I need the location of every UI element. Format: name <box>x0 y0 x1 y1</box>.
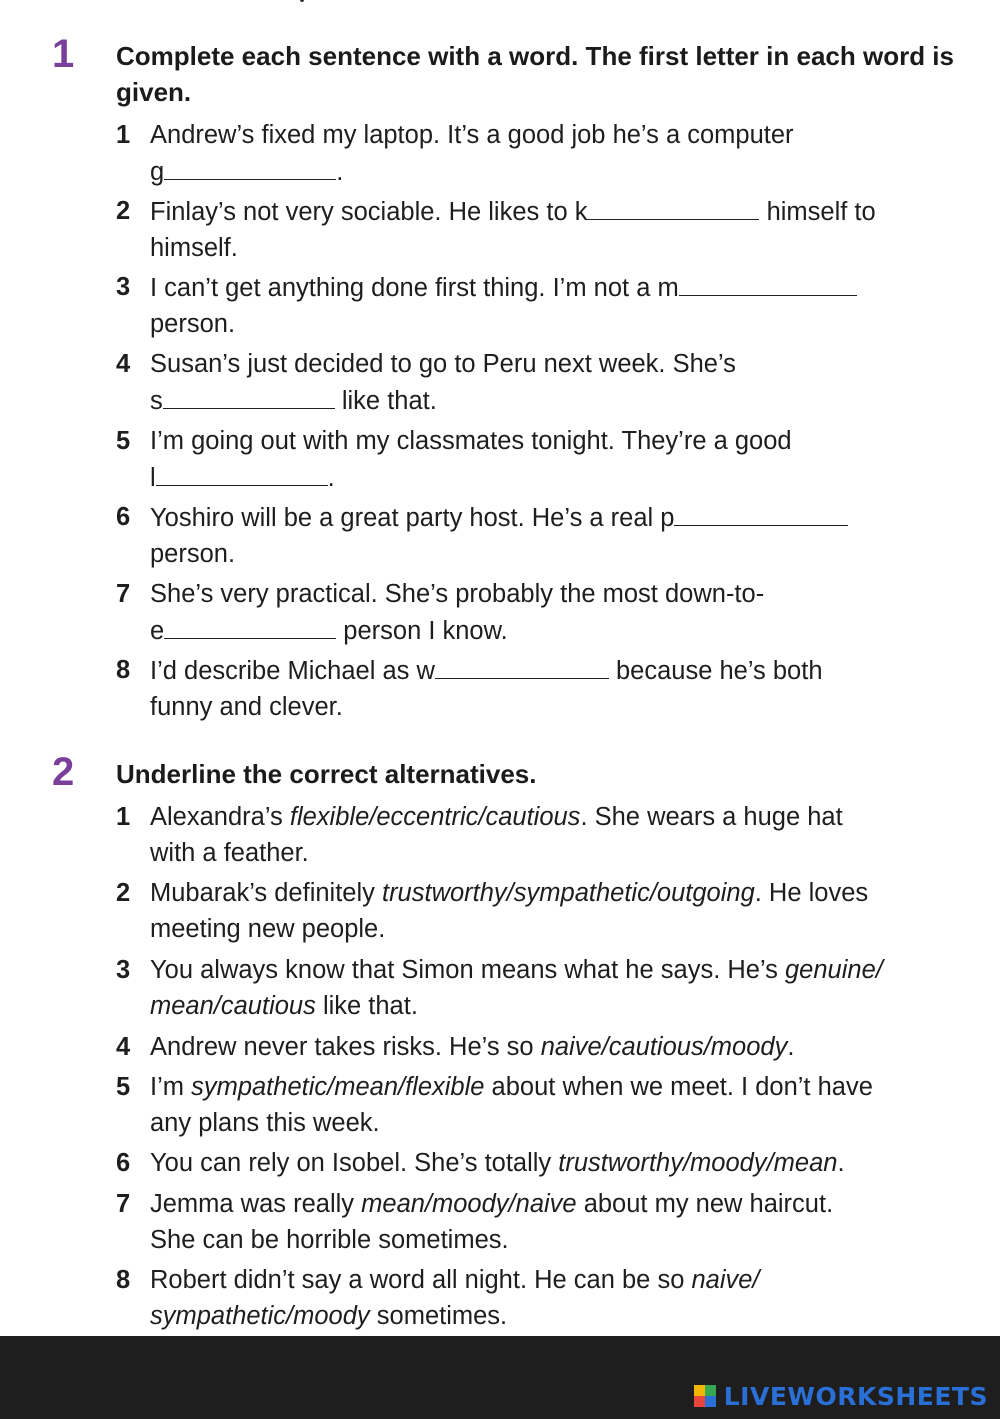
item-number: 2 <box>116 197 131 225</box>
item-number: 1 <box>116 121 131 149</box>
item-line: I’d describe Michael as w <box>150 657 435 685</box>
item-text <box>150 193 950 266</box>
item-number: 8 <box>116 656 131 684</box>
item-number: 3 <box>116 273 131 301</box>
item-line: Andrew’s fixed my laptop. It’s a good job he’s a computer <box>150 121 794 149</box>
item-text-start: Mubarak’s definitely <box>150 879 382 907</box>
item-number: 7 <box>116 580 131 608</box>
item-text-end: . <box>787 1033 795 1061</box>
item-text-end: about my new haircut. <box>576 1190 834 1218</box>
item-number: 5 <box>116 1073 131 1101</box>
item-text <box>150 799 950 871</box>
first-letter: s <box>150 387 163 415</box>
answer-blank[interactable] <box>435 652 609 679</box>
item-line-2: She can be horrible sometimes. <box>150 1226 509 1254</box>
item-number: 6 <box>116 1149 131 1177</box>
footer-bar <box>0 1336 1000 1419</box>
alternatives[interactable]: naive/ <box>691 1266 760 1294</box>
item-text-end: . <box>837 1149 845 1177</box>
item-trailing: because he’s both <box>615 657 823 685</box>
answer-blank[interactable] <box>156 459 328 486</box>
answer-blank[interactable] <box>164 153 336 180</box>
item-text <box>150 576 950 649</box>
item-number: 3 <box>116 956 131 984</box>
item-line: Yoshiro will be a great party host. He’s a real p <box>150 504 675 532</box>
exercise-instructions: Complete each sentence with a word. The first letter in each word is given. <box>116 41 954 107</box>
item-text <box>150 875 950 947</box>
item-line: Susan’s just decided to go to Peru next week. She’s <box>150 350 736 378</box>
item-text <box>150 1262 950 1334</box>
item-number: 5 <box>116 427 131 455</box>
item-line-2: meeting new people. <box>150 915 386 943</box>
exercise-number: 1 <box>52 32 75 76</box>
item-text <box>150 952 950 1024</box>
item-number: 4 <box>116 350 131 378</box>
item-line-2: himself. <box>150 234 238 262</box>
item-trailing: . <box>336 158 344 186</box>
item-text-end: . He loves <box>754 879 869 907</box>
item-line-2: funny and clever. <box>150 693 343 721</box>
item-text <box>150 117 950 190</box>
item-number: 1 <box>116 803 131 831</box>
item-number: 8 <box>116 1266 131 1294</box>
item-text-start: You can rely on Isobel. She’s totally <box>150 1149 559 1177</box>
item-text-start: Alexandra’s <box>150 803 290 831</box>
alternatives[interactable]: sympathetic/mean/flexible <box>191 1073 485 1101</box>
answer-blank[interactable] <box>679 269 857 296</box>
item-line-2: any plans this week. <box>150 1109 380 1137</box>
item-line: She’s very practical. She’s probably the most down-to- <box>150 580 765 608</box>
first-letter: l <box>150 464 156 492</box>
item-text-end: . She wears a huge hat <box>580 803 843 831</box>
logo-grid-icon <box>694 1385 716 1407</box>
alternatives-cont[interactable]: sympathetic/moody <box>150 1302 370 1330</box>
item-line-2: person. <box>150 540 236 568</box>
alternatives[interactable]: naive/cautious/moody <box>540 1033 788 1061</box>
item-line: I’m going out with my classmates tonight. They’re a good <box>150 427 792 455</box>
item-number: 4 <box>116 1033 131 1061</box>
brand-name: LIVEWORKSHEETS <box>723 1381 988 1411</box>
item-text <box>150 423 950 496</box>
item-text <box>150 652 950 725</box>
answer-blank[interactable] <box>674 499 848 526</box>
alternatives[interactable]: genuine/ <box>785 956 883 984</box>
item-text <box>150 1069 950 1141</box>
item-text-start: Jemma was really <box>150 1190 362 1218</box>
item-line: I can’t get anything done first thing. I’m not a m <box>150 274 679 302</box>
item-text-end: about when we meet. I don’t have <box>484 1073 873 1101</box>
alternatives-cont[interactable]: mean/cautious <box>150 992 316 1020</box>
item-text <box>150 346 950 419</box>
first-letter: e <box>150 617 165 645</box>
item-trailing: himself to <box>766 198 876 226</box>
liveworksheets-logo[interactable] <box>694 1381 988 1411</box>
item-text <box>150 1145 950 1181</box>
item-text-start: Andrew never takes risks. He’s so <box>150 1033 541 1061</box>
item-trailing: . <box>327 464 335 492</box>
item-trailing: like that. <box>341 387 437 415</box>
exercise-instructions: Underline the correct alternatives. <box>116 759 537 789</box>
alternatives[interactable]: mean/moody/naive <box>361 1190 577 1218</box>
item-text <box>150 269 950 342</box>
answer-blank[interactable] <box>587 193 759 220</box>
item-line-2: with a feather. <box>150 839 309 867</box>
item-number: 2 <box>116 879 131 907</box>
alternatives[interactable]: trustworthy/moody/mean <box>558 1149 838 1177</box>
item-number: 7 <box>116 1190 131 1218</box>
item-text <box>150 499 950 572</box>
item-text <box>150 1186 950 1258</box>
alternatives[interactable]: trustworthy/sympathetic/outgoing <box>381 879 755 907</box>
item-text-start: You always know that Simon means what he says. He’s <box>150 956 785 984</box>
first-letter: g <box>150 158 165 186</box>
item-number: 6 <box>116 503 131 531</box>
item-line-2: person. <box>150 310 236 338</box>
alternatives[interactable]: flexible/eccentric/cautious <box>289 803 581 831</box>
item-trailing: person I know. <box>343 617 508 645</box>
top-dot <box>300 0 304 2</box>
item-text-start: Robert didn’t say a word all night. He can be so <box>150 1266 692 1294</box>
item-line: Finlay’s not very sociable. He likes to k <box>150 198 588 226</box>
item-line-2: sometimes. <box>369 1302 508 1330</box>
item-line-2: like that. <box>315 992 418 1020</box>
answer-blank[interactable] <box>164 612 336 639</box>
exercise-number: 2 <box>52 750 75 794</box>
item-text-start: I’m <box>150 1073 192 1101</box>
item-text <box>150 1029 950 1065</box>
top-edge <box>0 0 1000 6</box>
answer-blank[interactable] <box>163 382 335 409</box>
